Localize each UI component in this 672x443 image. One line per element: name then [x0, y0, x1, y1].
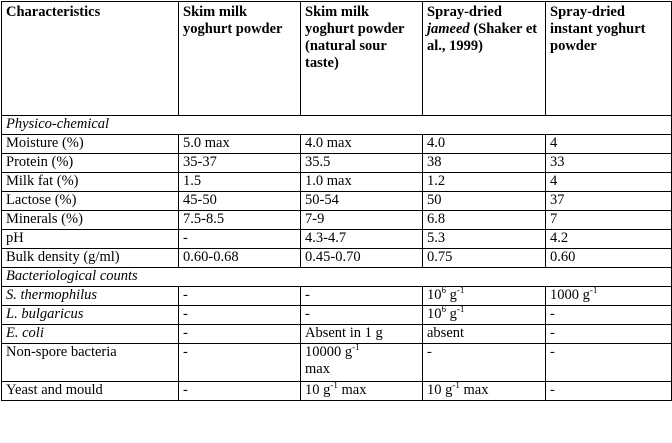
- cell: 35-37: [179, 154, 301, 173]
- cell: 45-50: [179, 192, 301, 211]
- header-instant: Spray-dried instant yoghurt powder: [546, 2, 672, 116]
- table-row: [2, 306, 672, 325]
- cell: 4.0 max: [301, 135, 423, 154]
- cell-sup: 6: [441, 285, 446, 295]
- cell: 4.0: [423, 135, 546, 154]
- cell-sup: -1: [589, 285, 598, 295]
- row-label: Yeast and mould: [2, 382, 179, 401]
- yoghurt-powder-table: [1, 1, 672, 401]
- cell-sup: -1: [452, 380, 460, 390]
- cell: 0.75: [423, 249, 546, 268]
- cell: -: [179, 230, 301, 249]
- cell: 7: [546, 211, 672, 230]
- cell: 5.3: [423, 230, 546, 249]
- row-label: Lactose (%): [2, 192, 179, 211]
- cell: Absent in 1 g: [301, 325, 423, 344]
- cell-sup: -1: [456, 285, 465, 295]
- header-jameed-italic: jameed: [427, 21, 470, 37]
- cell: 4.3-4.7: [301, 230, 423, 249]
- cell: [546, 287, 672, 306]
- cell-text: max: [305, 361, 330, 377]
- cell: -: [301, 306, 423, 325]
- cell-sup: -1: [352, 342, 360, 352]
- cell-text: max: [459, 382, 489, 398]
- header-jameed: [423, 2, 546, 116]
- cell: -: [546, 382, 672, 401]
- cell: -: [179, 382, 301, 401]
- table-row: [2, 154, 672, 173]
- cell: 38: [423, 154, 546, 173]
- cell: -: [179, 325, 301, 344]
- table-row: [2, 211, 672, 230]
- cell: -: [546, 344, 672, 382]
- cell-sup: -1: [456, 304, 465, 314]
- cell-text: 10: [427, 287, 442, 303]
- row-label: L. bulgaricus: [2, 306, 179, 325]
- cell: 5.0 max: [179, 135, 301, 154]
- cell: -: [179, 287, 301, 306]
- cell: 4: [546, 135, 672, 154]
- cell: 50-54: [301, 192, 423, 211]
- row-label: Milk fat (%): [2, 173, 179, 192]
- row-label: Moisture (%): [2, 135, 179, 154]
- table-row: [2, 230, 672, 249]
- cell: 0.60: [546, 249, 672, 268]
- cell-sup: -1: [330, 380, 338, 390]
- table-row: [2, 344, 672, 382]
- table-row: [2, 325, 672, 344]
- cell: [423, 382, 546, 401]
- cell-text: 10 g: [427, 382, 453, 398]
- row-label: Minerals (%): [2, 211, 179, 230]
- cell: 35.5: [301, 154, 423, 173]
- cell: [301, 382, 423, 401]
- cell: 1.5: [179, 173, 301, 192]
- header-skim-milk: Skim milk yoghurt powder: [179, 2, 301, 116]
- header-skim-milk-natural: Skim milk yoghurt powder (natural sour taste): [301, 2, 423, 116]
- cell: 6.8: [423, 211, 546, 230]
- cell-text: 1000 g: [550, 287, 590, 303]
- cell: -: [179, 306, 301, 325]
- row-label: E. coli: [2, 325, 179, 344]
- cell: 37: [546, 192, 672, 211]
- cell: 4.2: [546, 230, 672, 249]
- cell: 33: [546, 154, 672, 173]
- row-label: pH: [2, 230, 179, 249]
- header-characteristics: Characteristics: [2, 2, 179, 116]
- section-bacterio: Bacteriological counts: [2, 268, 672, 287]
- row-label: Protein (%): [2, 154, 179, 173]
- cell-text: g: [446, 287, 457, 303]
- cell-sup: 6: [441, 304, 446, 314]
- header-jameed-ref: (Shaker et al., 1999): [427, 21, 538, 54]
- cell: 1.2: [423, 173, 546, 192]
- table-row: [2, 192, 672, 211]
- physico-rows: [2, 135, 672, 268]
- table-row: [2, 287, 672, 306]
- cell: -: [423, 344, 546, 382]
- cell: -: [546, 325, 672, 344]
- row-label: Non-spore bacteria: [2, 344, 179, 382]
- cell: -: [179, 344, 301, 382]
- cell: 0.45-0.70: [301, 249, 423, 268]
- section-row: [2, 268, 672, 287]
- cell: [423, 306, 546, 325]
- cell-text: g: [446, 306, 457, 322]
- cell-text: 10000 g: [305, 344, 353, 360]
- cell: -: [301, 287, 423, 306]
- table-row: [2, 135, 672, 154]
- cell-text: max: [337, 382, 367, 398]
- cell-text: 10: [427, 306, 442, 322]
- cell: 0.60-0.68: [179, 249, 301, 268]
- row-label: Bulk density (g/ml): [2, 249, 179, 268]
- cell: 7.5-8.5: [179, 211, 301, 230]
- cell: 50: [423, 192, 546, 211]
- cell: 1.0 max: [301, 173, 423, 192]
- cell: absent: [423, 325, 546, 344]
- cell-text: 10 g: [305, 382, 331, 398]
- table-row: [2, 382, 672, 401]
- cell: -: [546, 306, 672, 325]
- row-label: S. thermophilus: [2, 287, 179, 306]
- section-physico: Physico-chemical: [2, 116, 672, 135]
- cell: 7-9: [301, 211, 423, 230]
- cell: [423, 287, 546, 306]
- table-row: [2, 249, 672, 268]
- table-row: [2, 173, 672, 192]
- section-row: [2, 116, 672, 135]
- cell: 4: [546, 173, 672, 192]
- cell: [301, 344, 423, 382]
- header-jameed-prefix: Spray-dried: [427, 4, 502, 20]
- header-row: [2, 2, 672, 116]
